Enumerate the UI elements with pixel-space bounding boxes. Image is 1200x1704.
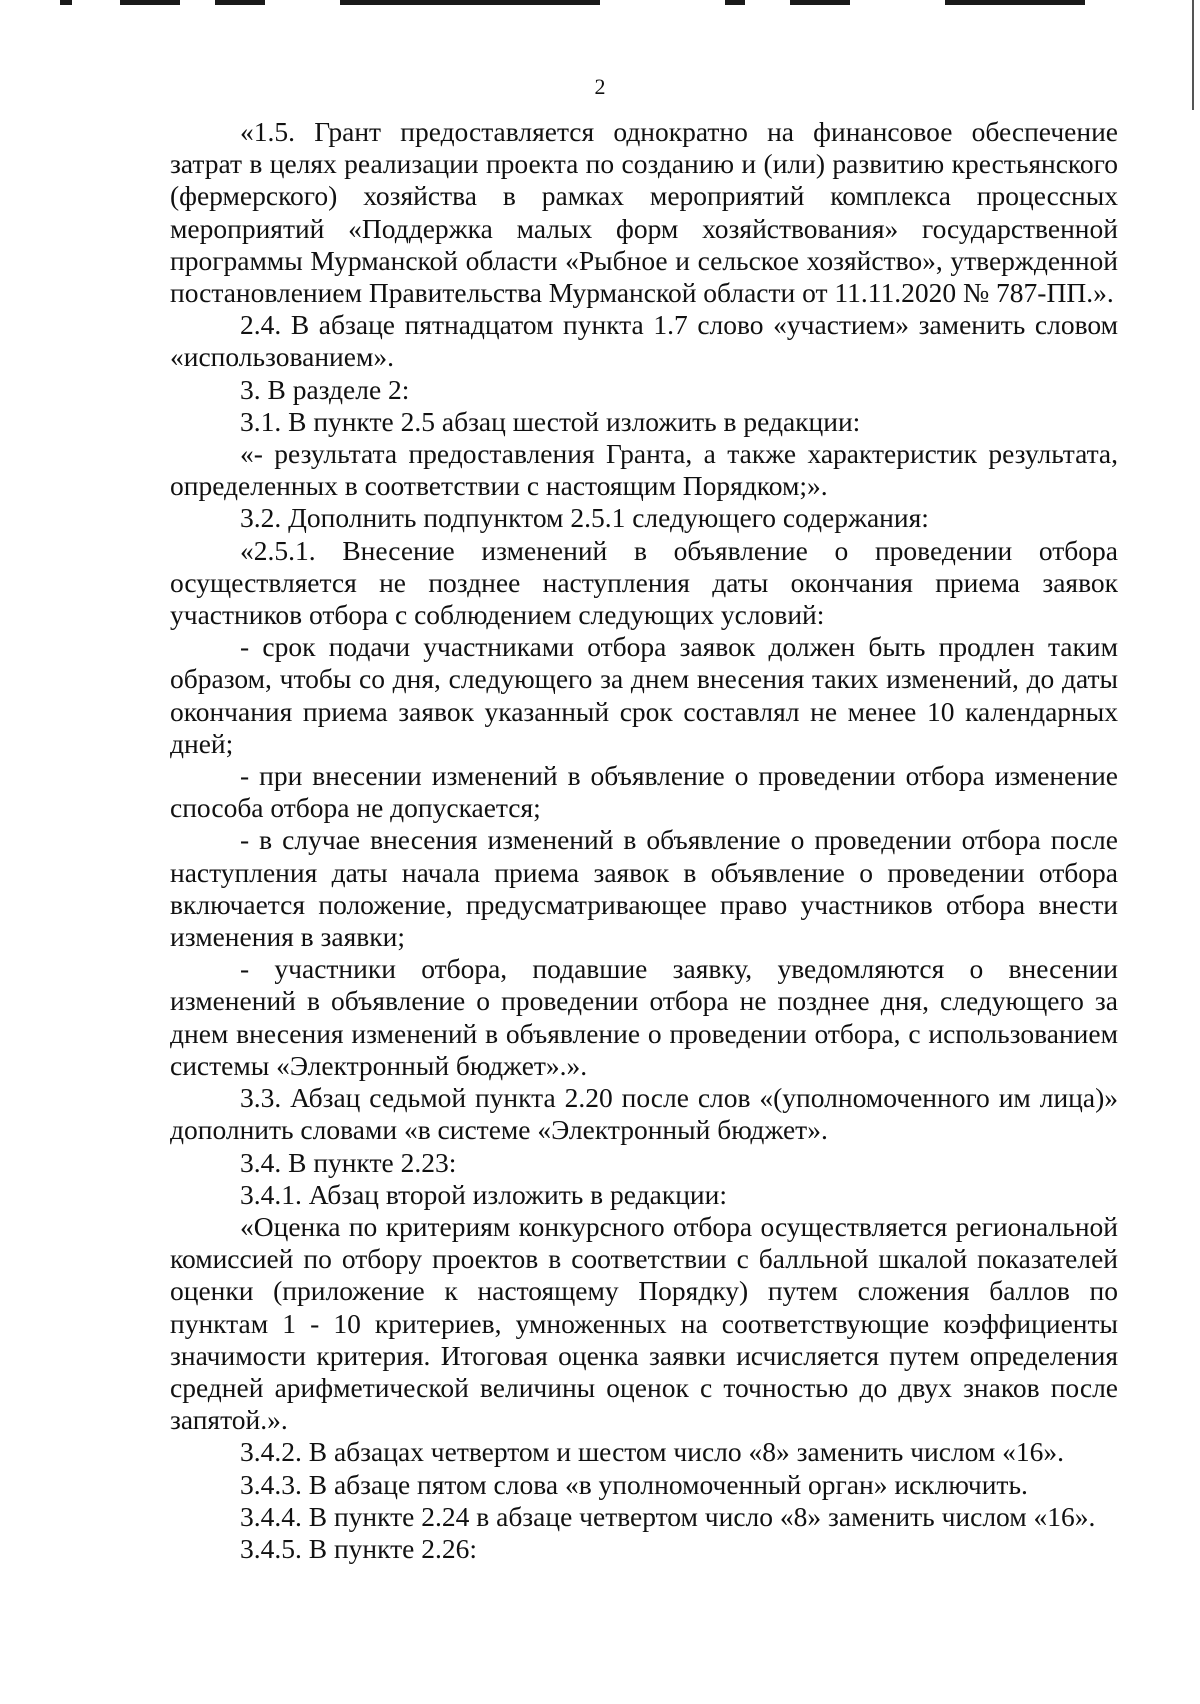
scan-artifact-mark xyxy=(790,0,850,5)
paragraph-3-4-1: 3.4.1. Абзац второй изложить в редакции: xyxy=(240,1178,727,1210)
paragraph-3-4-4: 3.4.4. В пункте 2.24 в абзаце четвертом число «8» заменить числом «16». xyxy=(240,1500,1096,1532)
paragraph-3-4-2: 3.4.2. В абзацах четвертом и шестом число «8» заменить числом «16». xyxy=(240,1436,1065,1468)
paragraph-3-4: 3.4. В пункте 2.23: xyxy=(240,1146,457,1178)
paragraph-1-5-grant: «1.5. Грант предоставляется однократно на финансовое обеспечение затрат в целях реализации проекта по созданию и (или) развитию крестьянского (фермерского) хозяйства в рамках мероприятий комплекса процессных мероприятий «Поддержка малых форм хозяйствования» государственной программы Мурманской области «Рыбное и сельское хозяйство», утвержденной постановлением Правительства Мурманской области от 11.11.2020 № 787-ПП.». xyxy=(170,116,1118,309)
paragraph-bullet-deadline: - срок подачи участниками отбора заявок должен быть продлен таким образом, чтобы со дня, следующего за днем внесения таких изменений, до даты окончания приема заявок указанный срок составлял не менее 10 календарных дней; xyxy=(170,631,1118,759)
scan-artifact-mark xyxy=(120,0,180,5)
paragraph-3-4-3: 3.4.3. В абзаце пятом слова «в уполномоченный орган» исключить. xyxy=(240,1468,1028,1500)
paragraph-3-section-2: 3. В разделе 2: xyxy=(240,373,410,405)
paragraph-bullet-notify: - участники отбора, подавшие заявку, уведомляются о внесении изменений в объявление о проведении отбора не позднее дня, следующего за днем внесения изменений в объявление о проведении отбора, с использованием системы «Электронный бюджет».». xyxy=(170,953,1118,1081)
paragraph-3-1-text: «- результата предоставления Гранта, а также характеристик результата, определенных в соответствии с настоящим Порядком;». xyxy=(170,438,1118,502)
document-body xyxy=(170,116,1118,1565)
scan-artifact-mark xyxy=(60,0,72,5)
paragraph-3-4-5: 3.4.5. В пункте 2.26: xyxy=(240,1532,478,1564)
scan-artifact-mark xyxy=(725,0,745,5)
paragraph-evaluation: «Оценка по критериям конкурсного отбора осуществляется региональной комиссией по отбору проектов в соответствии с балльной шкалой показателей оценки (приложение к настоящему Порядку) путем сложения баллов по пунктам 1 - 10 критериев, умноженных на соответствующие коэффициенты значимости критерия. Итоговая оценка заявки исчисляется путем определения средней арифметической величины оценок с точностью до двух знаков после запятой.». xyxy=(170,1210,1118,1436)
paragraph-bullet-changes: - в случае внесения изменений в объявление о проведении отбора после наступления даты начала приема заявок в объявление о проведении отбора включается положение, предусматривающее право участников отбора внести изменения в заявки; xyxy=(170,824,1118,953)
paragraph-3-2: 3.2. Дополнить подпунктом 2.5.1 следующего содержания: xyxy=(240,502,929,534)
scan-artifact-mark xyxy=(945,0,1085,5)
paragraph-2-4: 2.4. В абзаце пятнадцатом пункта 1.7 слово «участием» заменить словом «использованием». xyxy=(170,309,1118,373)
scan-artifact-mark xyxy=(340,0,600,5)
paragraph-3-1: 3.1. В пункте 2.5 абзац шестой изложить в редакции: xyxy=(240,405,861,437)
paragraph-3-3: 3.3. Абзац седьмой пункта 2.20 после слов «(уполномоченного им лица)» дополнить словами «в системе «Электронный бюджет». xyxy=(170,1082,1118,1146)
paragraph-bullet-method: - при внесении изменений в объявление о проведении отбора изменение способа отбора не допускается; xyxy=(170,760,1118,824)
page-number: 2 xyxy=(594,74,606,99)
paragraph-2-5-1: «2.5.1. Внесение изменений в объявление о проведении отбора осуществляется не позднее наступления даты окончания приема заявок участников отбора с соблюдением следующих условий: xyxy=(170,534,1118,631)
scan-artifact-mark xyxy=(215,0,265,5)
